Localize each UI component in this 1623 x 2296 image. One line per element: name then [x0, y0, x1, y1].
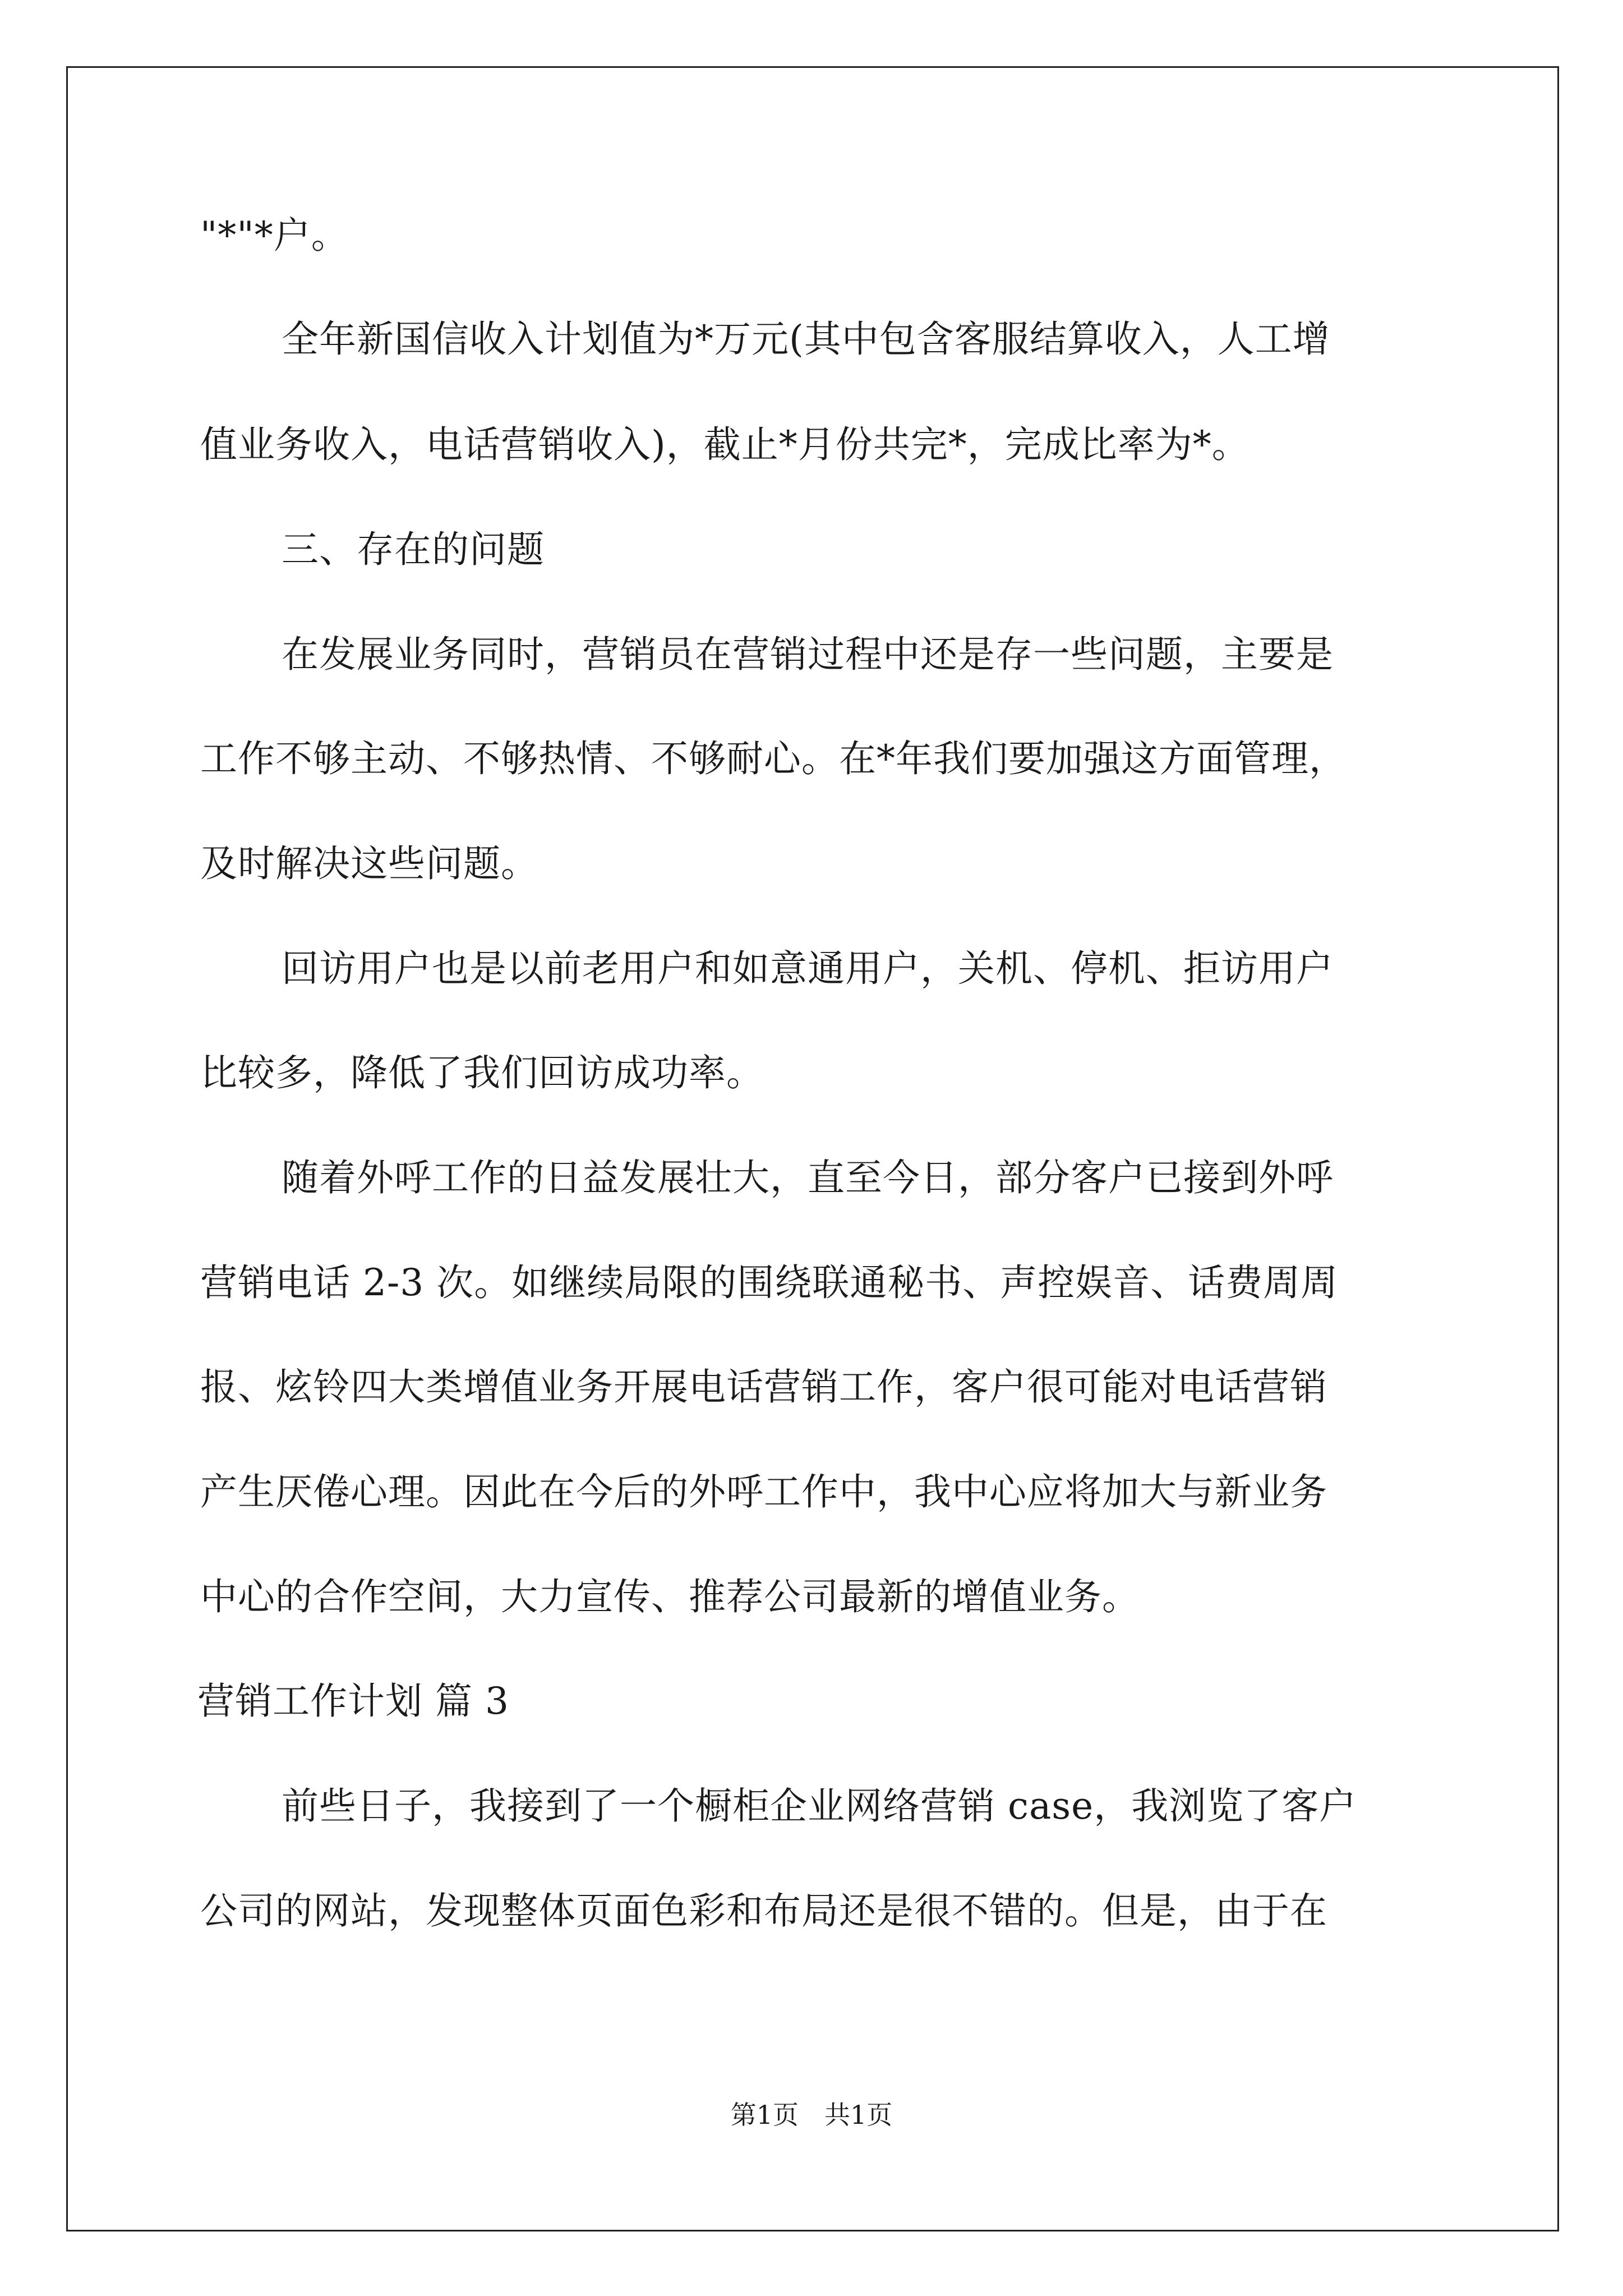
paragraph-start-line: 在发展业务同时，营销员在营销过程中还是存一些问题，主要是	[282, 633, 1334, 676]
article-heading: 营销工作计划 篇 3	[197, 1680, 509, 1723]
paragraph-start-line: 随着外呼工作的日益发展壮大，直至今日，部分客户已接到外呼	[282, 1156, 1334, 1199]
text-line-17: 公司的网站，发现整体页面色彩和布局还是很不错的。但是，由于在	[200, 1889, 1327, 1932]
paragraph-start-line: 全年新国信收入计划值为*万元(其中包含客服结算收入，人工增	[282, 318, 1330, 361]
text-line-6: 工作不够主动、不够热情、不够耐心。在*年我们要加强这方面管理，	[200, 737, 1347, 780]
text-line-3: 值业务收入，电话营销收入)，截止*月份共完*，完成比率为*。	[200, 423, 1249, 466]
paragraph-start-line: 前些日子，我接到了一个橱柜企业网络营销 case，我浏览了客户	[282, 1784, 1357, 1828]
text-line-13: 产生厌倦心理。因此在今后的外呼工作中，我中心应将加大与新业务	[200, 1470, 1327, 1513]
text-line-14: 中心的合作空间，大力宣传、推荐公司最新的增值业务。	[200, 1575, 1140, 1618]
paragraph-start-line: 回访用户也是以前老用户和如意通用户，关机、停机、拒访用户	[282, 947, 1334, 990]
page-footer: 第1页 共1页	[730, 2100, 893, 2130]
text-line-1: "*"*户。	[200, 214, 349, 257]
text-line-11: 营销电话 2-3 次。如继续局限的围绕联通秘书、声控娱音、话费周周	[200, 1261, 1339, 1304]
text-line-9: 比较多，降低了我们回访成功率。	[200, 1051, 764, 1094]
text-line-7: 及时解决这些问题。	[200, 842, 538, 885]
section-heading: 三、存在的问题	[282, 528, 545, 571]
text-line-12: 报、炫铃四大类增值业务开展电话营销工作，客户很可能对电话营销	[200, 1365, 1327, 1409]
